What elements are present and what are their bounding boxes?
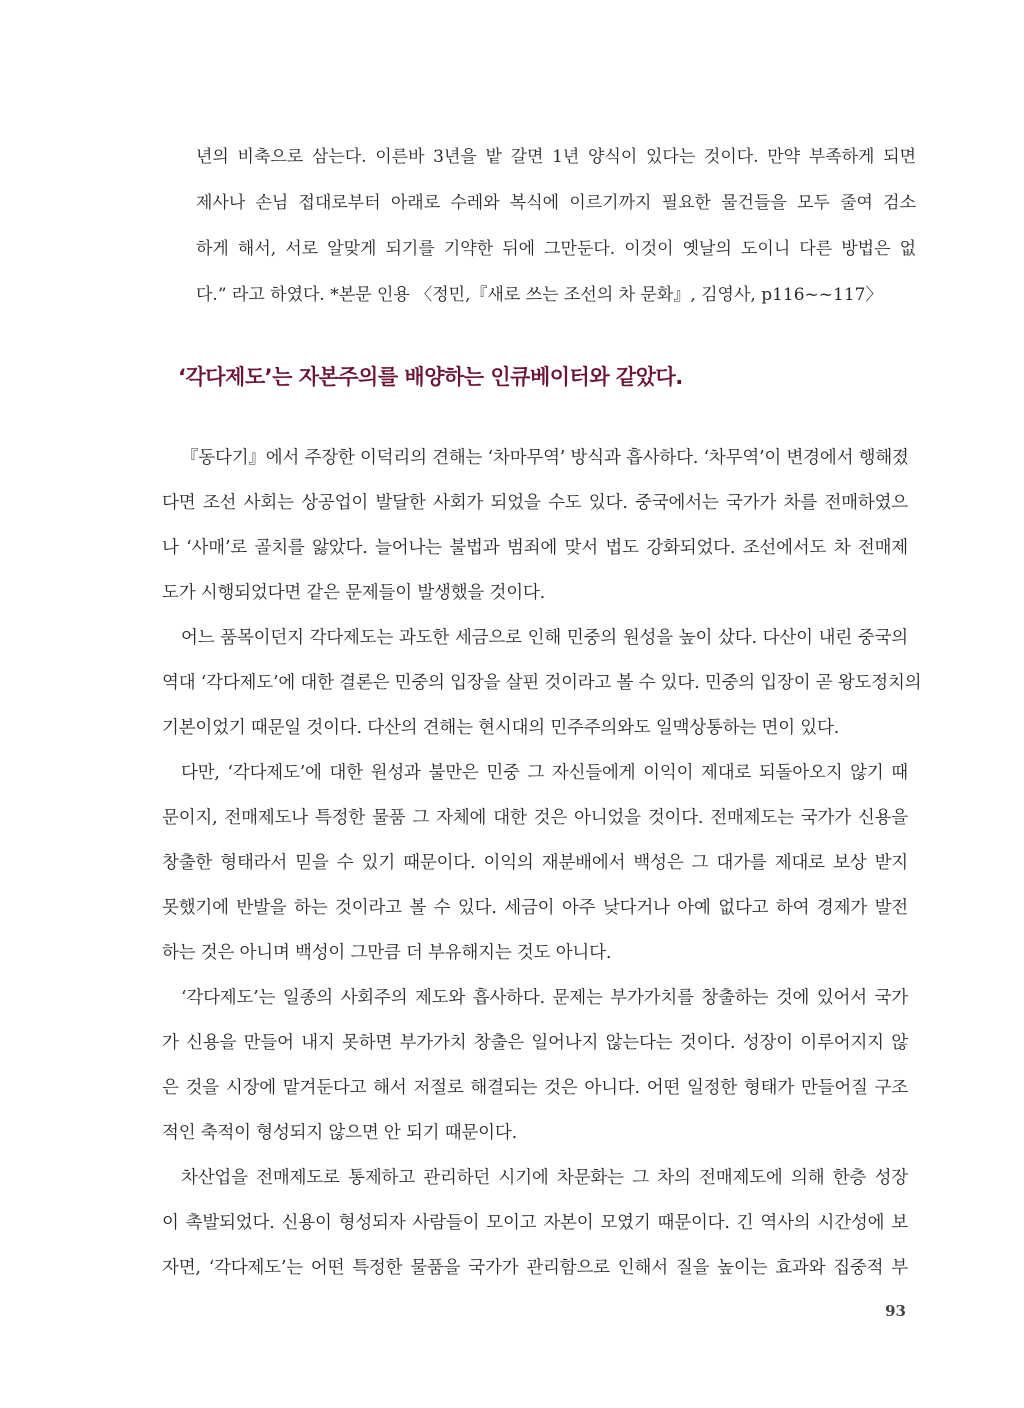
paragraph-line: 가 신용을 만들어 내지 못하면 부가가치 창출은 일어나지 않는다는 것이다. 성장이 이루어지지 않 xyxy=(162,1033,908,1053)
paragraph-line: 적인 축적이 형성되지 않으면 안 되기 때문이다. xyxy=(162,1123,517,1143)
paragraph-line: 은 것을 시장에 맡겨둔다고 해서 저절로 해결되는 것은 아니다. 어떤 일정한 형태가 만들어질 구조 xyxy=(162,1078,908,1098)
paragraph-line: 다만, ‘각다제도’에 대한 원성과 불만은 민중 그 자신들에게 이익이 제대로 되돌아오지 않기 때 xyxy=(181,763,908,783)
paragraph-line: 문이지, 전매제도나 특정한 물품 그 자체에 대한 것은 아니었을 것이다. 전매제도는 국가가 신용을 xyxy=(162,808,908,828)
quoted-passage xyxy=(196,147,916,331)
paragraph-line: 어느 품목이던지 각다제도는 과도한 세금으로 인해 민중의 원성을 높이 샀다. 다산이 내린 중국의 xyxy=(181,628,908,648)
quote-line: 제사나 손님 접대로부터 아래로 수레와 복식에 이르기까지 필요한 물건들을 모두 줄여 검소 xyxy=(196,193,916,213)
paragraph-line: 자면, ‘각다제도’는 어떤 특정한 물품을 국가가 관리함으로 인해서 질을 높이는 효과와 집중적 부 xyxy=(162,1258,908,1278)
page-number: 93 xyxy=(885,1302,906,1320)
quote-citation-line: 다.” 라고 하였다. *본문 인용 〈정민,『새로 쓰는 조선의 차 문화』, 김영사, p116~~117〉 xyxy=(196,285,883,305)
paragraph-line: 창출한 형태라서 믿을 수 있기 때문이다. 이익의 재분배에서 백성은 그 대가를 제대로 보상 받지 xyxy=(162,853,908,873)
section-heading: ‘각다제도’는 자본주의를 배양하는 인큐베이터와 같았다. xyxy=(178,365,683,389)
paragraph-line: 이 촉발되었다. 신용이 형성되자 사람들이 모이고 자본이 모였기 때문이다. 긴 역사의 시간성에 보 xyxy=(162,1213,908,1233)
quote-line: 하게 해서, 서로 알맞게 되기를 기약한 뒤에 그만둔다. 이것이 옛날의 도이니 다른 방법은 없 xyxy=(196,239,916,259)
paragraph-line: 하는 것은 아니며 백성이 그만큼 더 부유해지는 것도 아니다. xyxy=(162,943,612,963)
paragraph-line: 차산업을 전매제도로 통제하고 관리하던 시기에 차문화는 그 차의 전매제도에 의해 한층 성장 xyxy=(181,1168,908,1188)
paragraph-line: 나 ‘사매’로 골치를 앓았다. 늘어나는 불법과 범죄에 맞서 법도 강화되었다. 조선에서도 차 전매제 xyxy=(162,538,908,558)
paragraph-line: 『동다기』에서 주장한 이덕리의 견해는 ‘차마무역’ 방식과 흡사하다. ‘차무역’이 변경에서 행해졌 xyxy=(181,448,909,468)
paragraph-line: 못했기에 반발을 하는 것이라고 볼 수 있다. 세금이 아주 낮다거나 아예 없다고 하여 경제가 발전 xyxy=(162,898,908,918)
paragraph-line: 역대 ‘각다제도’에 대한 결론은 민중의 입장을 살핀 것이라고 볼 수 있다. 민중의 입장이 곧 왕도정치의 xyxy=(162,673,922,693)
quote-line: 년의 비축으로 삼는다. 이른바 3년을 밭 갈면 1년 양식이 있다는 것이다. 만약 부족하게 되면 xyxy=(196,147,916,167)
paragraph-line: ‘각다제도’는 일종의 사회주의 제도와 흡사하다. 문제는 부가가치를 창출하는 것에 있어서 국가 xyxy=(181,988,908,1008)
paragraph-line: 다면 조선 사회는 상공업이 발달한 사회가 되었을 수도 있다. 중국에서는 국가가 차를 전매하였으 xyxy=(162,493,908,513)
body-text xyxy=(162,447,922,1302)
paragraph-line: 도가 시행되었다면 같은 문제들이 발생했을 것이다. xyxy=(162,583,545,603)
paragraph-line: 기본이었기 때문일 것이다. 다산의 견해는 현시대의 민주주의와도 일맥상통하는 면이 있다. xyxy=(162,718,840,738)
